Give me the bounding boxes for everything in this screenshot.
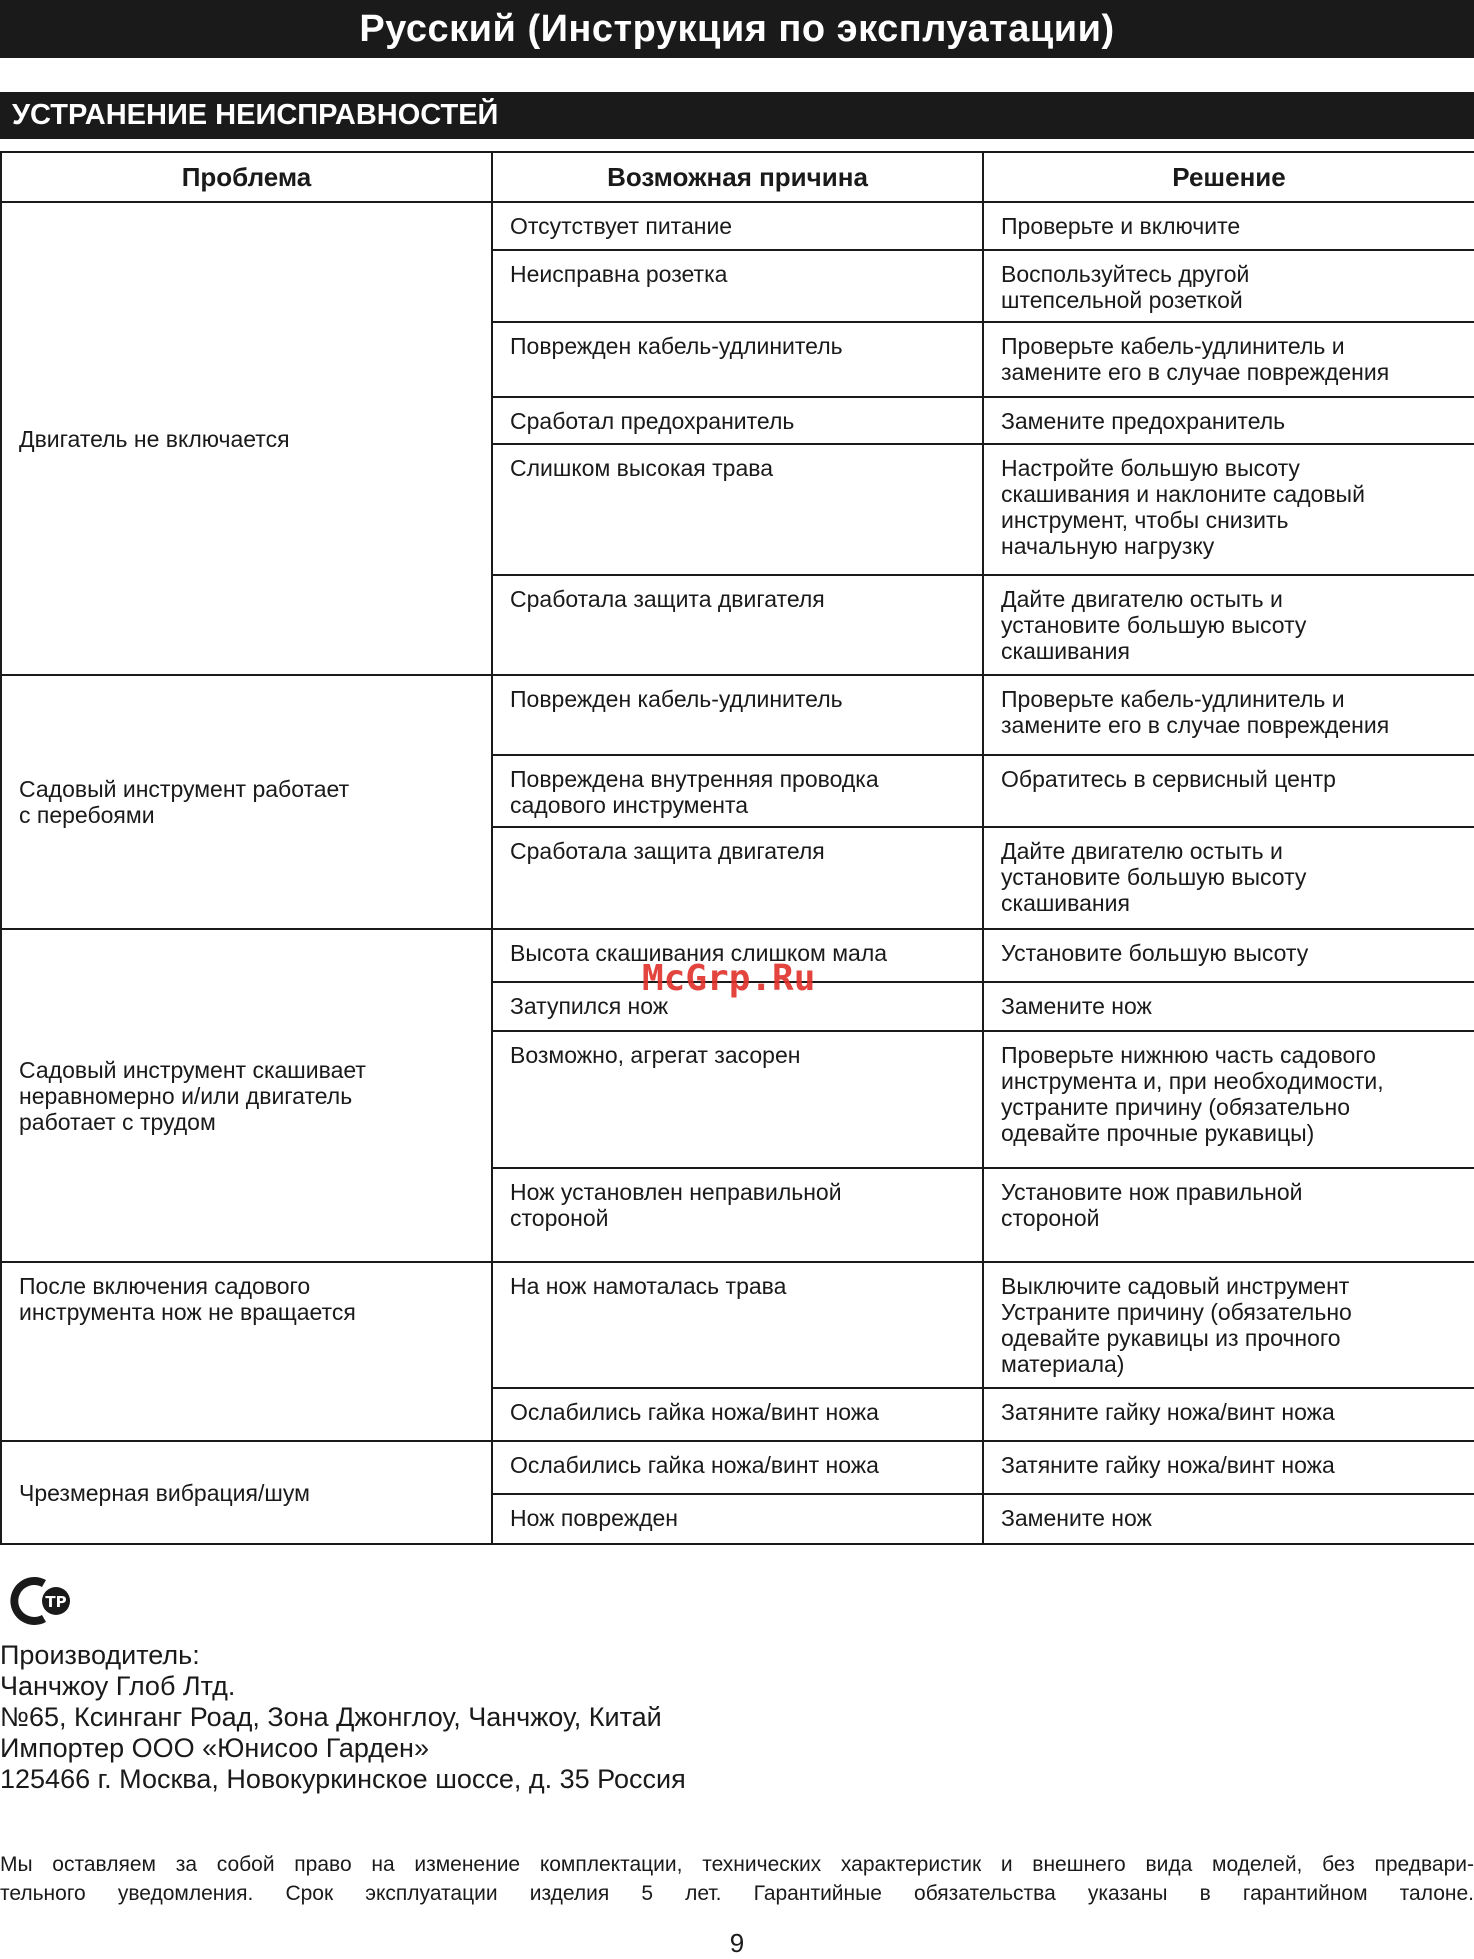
problem-cell: Чрезмерная вибрация/шум xyxy=(1,1441,492,1544)
solution-cell: Установите большую высоту xyxy=(983,929,1474,982)
cause-cell: Сработала защита двигателя xyxy=(492,827,983,929)
cause-cell: Нож поврежден xyxy=(492,1494,983,1544)
solution-cell: Дайте двигателю остыть и установите большую высоту скашивания xyxy=(983,827,1474,929)
problem-cell: Садовый инструмент работает с перебоями xyxy=(1,675,492,929)
table-header-row xyxy=(1,152,1474,202)
column-header-cause: Возможная причина xyxy=(492,152,983,202)
cause-cell: Поврежден кабель-удлинитель xyxy=(492,675,983,755)
cause-cell: Слишком высокая трава xyxy=(492,444,983,575)
solution-cell: Обратитесь в сервисный центр xyxy=(983,755,1474,827)
cause-cell: Поврежден кабель-удлинитель xyxy=(492,322,983,397)
cause-cell: Сработала защита двигателя xyxy=(492,575,983,675)
solution-cell: Замените предохранитель xyxy=(983,397,1474,444)
solution-cell: Выключите садовый инструмент Устраните причину (обязательно одевайте рукавицы из прочного материала) xyxy=(983,1262,1474,1388)
manufacturer-info xyxy=(0,1640,900,1795)
cause-cell: Затупился нож xyxy=(492,982,983,1031)
disclaimer-line: тельного уведомления. Срок эксплуатации изделия 5 лет. Гарантийные обязательства указаны в гарантийном талоне. xyxy=(0,1882,1474,1905)
eac-tr-mark-icon xyxy=(2,1572,74,1630)
solution-cell: Затяните гайку ножа/винт ножа xyxy=(983,1388,1474,1441)
cause-cell: Ослабились гайка ножа/винт ножа xyxy=(492,1441,983,1494)
page-title: Русский (Инструкция по эксплуатации) xyxy=(359,7,1115,50)
logo-text: ТР xyxy=(45,1593,67,1611)
cause-cell: Повреждена внутренняя проводка садового инструмента xyxy=(492,755,983,827)
column-header-problem: Проблема xyxy=(1,152,492,202)
problem-cell: Садовый инструмент скашивает неравномерно и/или двигатель работает с трудом xyxy=(1,929,492,1262)
solution-cell: Дайте двигателю остыть и установите большую высоту скашивания xyxy=(983,575,1474,675)
manufacturer-line: Чанчжоу Глоб Лтд. xyxy=(0,1671,236,1701)
table-row xyxy=(1,1441,1474,1494)
solution-cell: Проверьте нижнюю часть садового инструмента и, при необходимости, устраните причину (обязательно одевайте прочные рукавицы) xyxy=(983,1031,1474,1168)
manufacturer-line: 125466 г. Москва, Новокуркинское шоссе, д. 35 Россия xyxy=(0,1764,686,1794)
cause-cell: На нож намоталась трава xyxy=(492,1262,983,1388)
solution-cell: Проверьте кабель-удлинитель и замените его в случае повреждения xyxy=(983,322,1474,397)
solution-cell: Воспользуйтесь другой штепсельной розеткой xyxy=(983,250,1474,322)
section-title: УСТРАНЕНИЕ НЕИСПРАВНОСТЕЙ xyxy=(12,99,499,131)
table-row xyxy=(1,202,1474,250)
manufacturer-line: №65, Ксинганг Роад, Зона Джонглоу, Чанчжоу, Китай xyxy=(0,1702,662,1732)
page-number: 9 xyxy=(729,1928,745,1958)
watermark: McGrp.Ru xyxy=(642,958,816,999)
cause-cell: Возможно, агрегат засорен xyxy=(492,1031,983,1168)
problem-cell: Двигатель не включается xyxy=(1,202,492,675)
column-header-solution: Решение xyxy=(983,152,1474,202)
solution-cell: Проверьте и включите xyxy=(983,202,1474,250)
solution-cell: Замените нож xyxy=(983,982,1474,1031)
troubleshooting-table xyxy=(0,151,1474,1545)
solution-cell: Затяните гайку ножа/винт ножа xyxy=(983,1441,1474,1494)
cause-cell: Сработал предохранитель xyxy=(492,397,983,444)
table-row xyxy=(1,1262,1474,1388)
manufacturer-line: Импортер ООО «Юнисоо Гарден» xyxy=(0,1733,429,1763)
disclaimer xyxy=(0,1850,1474,1908)
cause-cell: Нож установлен неправильной стороной xyxy=(492,1168,983,1262)
solution-cell: Замените нож xyxy=(983,1494,1474,1544)
cause-cell: Неисправна розетка xyxy=(492,250,983,322)
cause-cell: Ослабились гайка ножа/винт ножа xyxy=(492,1388,983,1441)
cause-cell: Высота скашивания слишком мала xyxy=(492,929,983,982)
solution-cell: Проверьте кабель-удлинитель и замените его в случае повреждения xyxy=(983,675,1474,755)
solution-cell: Настройте большую высоту скашивания и наклоните садовый инструмент, чтобы снизить начальную нагрузку xyxy=(983,444,1474,575)
table-row xyxy=(1,675,1474,755)
cause-cell: Отсутствует питание xyxy=(492,202,983,250)
solution-cell: Установите нож правильной стороной xyxy=(983,1168,1474,1262)
section-header xyxy=(0,92,1474,139)
disclaimer-line: Мы оставляем за собой право на изменение комплектации, технических характеристик и внешнего вида моделей, без предвари- xyxy=(0,1853,1474,1876)
problem-cell: После включения садового инструмента нож не вращается xyxy=(1,1262,492,1441)
page-header xyxy=(0,0,1474,58)
manufacturer-line: Производитель: xyxy=(0,1640,200,1670)
